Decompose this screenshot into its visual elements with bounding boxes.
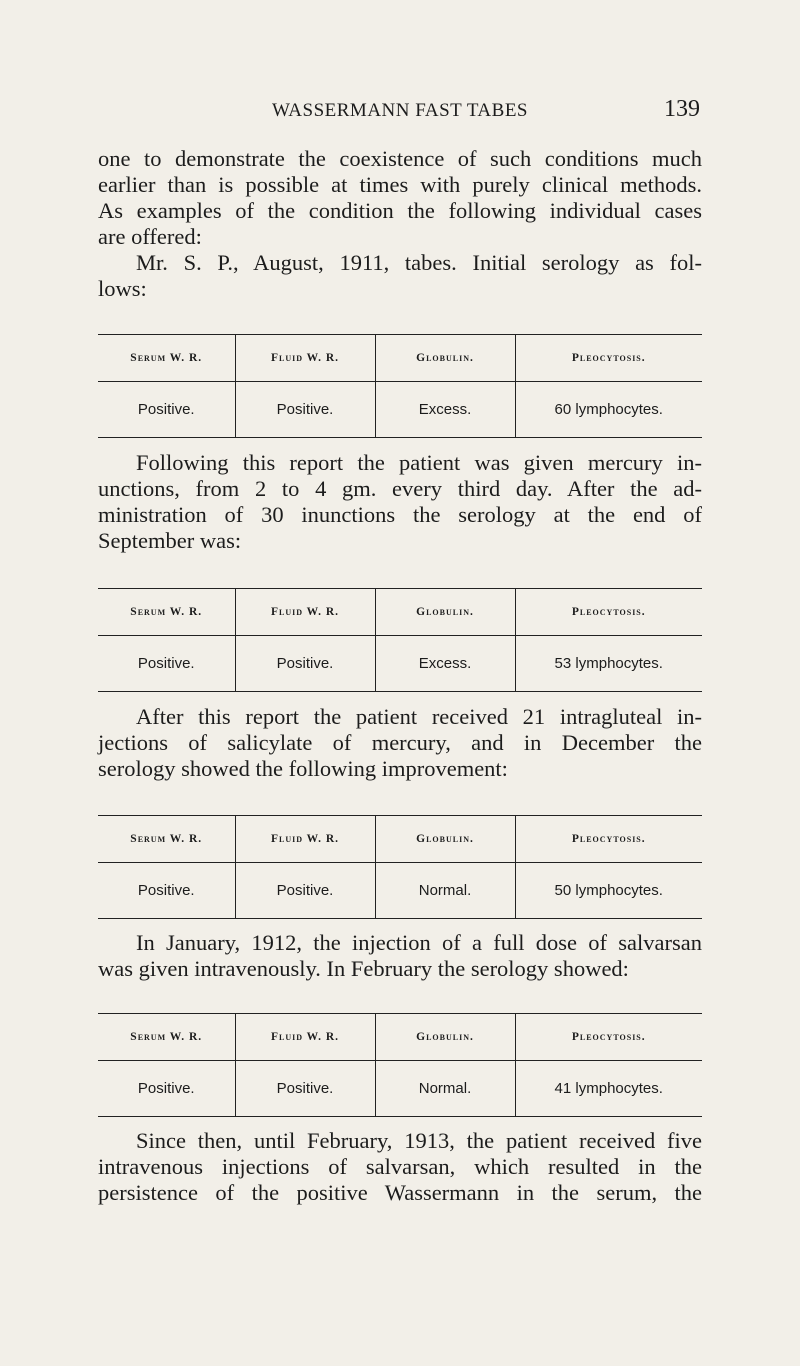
cell-pleocytosis: 50 lymphocytes. <box>515 863 702 919</box>
header-serum: Serum W. R. <box>98 589 235 636</box>
cell-serum: Positive. <box>98 382 235 438</box>
text-line: After this report the patient received 21 intragluteal in- <box>136 704 702 729</box>
table-header-row <box>98 589 702 636</box>
header-globulin: Globulin. <box>375 1014 515 1061</box>
header-globulin: Globulin. <box>375 816 515 863</box>
header-serum: Serum W. R. <box>98 1014 235 1061</box>
header-pleocytosis: Pleocytosis. <box>515 589 702 636</box>
header-fluid: Fluid W. R. <box>235 335 375 382</box>
cell-pleocytosis: 41 lymphocytes. <box>515 1061 702 1117</box>
table-row <box>98 863 702 919</box>
text-line: ministration of 30 inunctions the serology at the end of <box>98 502 702 527</box>
header-globulin: Globulin. <box>375 335 515 382</box>
table-header-row <box>98 1014 702 1061</box>
cell-serum: Positive. <box>98 636 235 692</box>
serology-table-2 <box>98 588 702 692</box>
page-number: 139 <box>664 96 700 122</box>
table-row <box>98 636 702 692</box>
header-pleocytosis: Pleocytosis. <box>515 335 702 382</box>
header-fluid: Fluid W. R. <box>235 816 375 863</box>
paragraph-intro <box>98 146 702 250</box>
text-line: September was: <box>98 528 242 553</box>
text-line: one to demonstrate the coexistence of such conditions much <box>98 146 702 171</box>
cell-pleocytosis: 60 lymphocytes. <box>515 382 702 438</box>
cell-globulin: Excess. <box>375 636 515 692</box>
serology-table-1 <box>98 334 702 438</box>
text-line: In January, 1912, the injection of a full dose of salvarsan <box>136 930 702 955</box>
cell-pleocytosis: 53 lymphocytes. <box>515 636 702 692</box>
text-line: Since then, until February, 1913, the patient received five <box>136 1128 702 1153</box>
header-globulin: Globulin. <box>375 589 515 636</box>
serology-table-3 <box>98 815 702 919</box>
running-header <box>98 96 702 126</box>
paragraph-case <box>98 250 702 302</box>
cell-fluid: Positive. <box>235 1061 375 1117</box>
text-line: jections of salicylate of mercury, and in December the <box>98 730 702 755</box>
table-header-row <box>98 816 702 863</box>
header-serum: Serum W. R. <box>98 335 235 382</box>
paragraph-salicylate <box>98 704 702 782</box>
cell-fluid: Positive. <box>235 863 375 919</box>
text-line: earlier than is possible at times with purely clinical methods. <box>98 172 702 197</box>
text-line: persistence of the positive Wassermann in the serum, the <box>98 1180 702 1205</box>
text-line: was given intravenously. In February the serology showed: <box>98 956 629 981</box>
text-line: Following this report the patient was given mercury in- <box>136 450 702 475</box>
table-row <box>98 1061 702 1117</box>
text-line: intravenous injections of salvarsan, which resulted in the <box>98 1154 702 1179</box>
cell-globulin: Normal. <box>375 1061 515 1117</box>
header-serum: Serum W. R. <box>98 816 235 863</box>
text-line: lows: <box>98 276 147 301</box>
cell-globulin: Normal. <box>375 863 515 919</box>
text-line: Mr. S. P., August, 1911, tabes. Initial serology as fol- <box>136 250 702 275</box>
table-row <box>98 382 702 438</box>
cell-globulin: Excess. <box>375 382 515 438</box>
text-line: As examples of the condition the following individual cases <box>98 198 702 223</box>
text-line: serology showed the following improvement: <box>98 756 508 781</box>
text-line: unctions, from 2 to 4 gm. every third day. After the ad- <box>98 476 702 501</box>
running-title: WASSERMANN FAST TABES <box>271 100 529 121</box>
header-fluid: Fluid W. R. <box>235 1014 375 1061</box>
header-pleocytosis: Pleocytosis. <box>515 816 702 863</box>
cell-serum: Positive. <box>98 863 235 919</box>
paragraph-since-then <box>98 1128 702 1206</box>
paragraph-salvarsan <box>98 930 702 982</box>
serology-table-4 <box>98 1013 702 1117</box>
table-header-row <box>98 335 702 382</box>
text-line: are offered: <box>98 224 202 249</box>
cell-serum: Positive. <box>98 1061 235 1117</box>
header-fluid: Fluid W. R. <box>235 589 375 636</box>
cell-fluid: Positive. <box>235 636 375 692</box>
header-pleocytosis: Pleocytosis. <box>515 1014 702 1061</box>
paragraph-mercury-inunctions <box>98 450 702 554</box>
cell-fluid: Positive. <box>235 382 375 438</box>
